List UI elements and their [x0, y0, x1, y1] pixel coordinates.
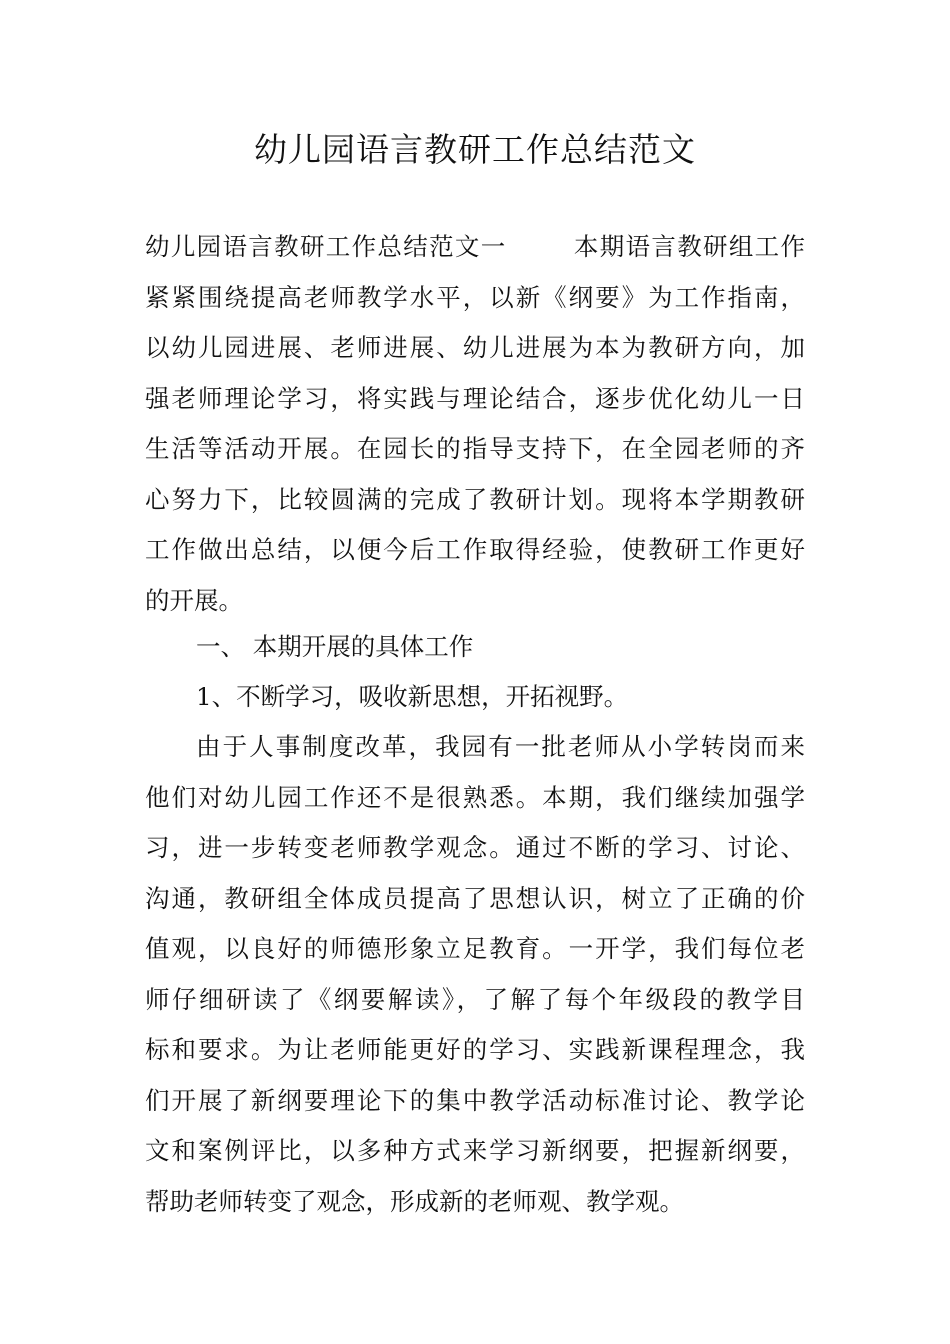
intro-line: 的开展。	[145, 585, 243, 615]
subsection-heading: 1、不断学习，吸收新思想，开拓视野。	[196, 682, 629, 711]
paragraph-line: 值观，以良好的师德形象立足教育。一开学，我们每位老	[145, 934, 805, 963]
paragraph-line: 帮助老师转变了观念，形成新的老师观、教学观。	[145, 1186, 684, 1216]
intro-line: 紧紧围绕提高老师教学水平，以新《纲要》为工作指南，	[145, 282, 805, 312]
intro-line: 心努力下，比较圆满的完成了教研计划。现将本学期教研	[145, 484, 805, 514]
intro-line-text: 本期语言教研组工作	[572, 232, 806, 261]
intro-line	[145, 222, 805, 273]
intro-line: 强老师理论学习，将实践与理论结合，逐步优化幼儿一日	[145, 383, 805, 413]
intro-heading-text: 幼儿园语言教研工作总结范文一	[145, 232, 507, 261]
paragraph-line: 他们对幼儿园工作还不是很熟悉。本期，我们继续加强学	[145, 782, 805, 812]
paragraph-line: 由于人事制度改革，我园有一批老师从小学转岗而来	[196, 732, 805, 761]
intro-paragraph	[145, 222, 805, 626]
paragraph-line: 标和要求。为让老师能更好的学习、实践新课程理念，我	[145, 1035, 805, 1064]
paragraph-line: 师仔细研读了《纲要解读》，了解了每个年级段的教学目	[145, 984, 805, 1014]
body-paragraph	[145, 722, 805, 1227]
intro-line: 工作做出总结，以便今后工作取得经验，使教研工作更好	[145, 535, 805, 564]
section-heading: 一、 本期开展的具体工作	[196, 632, 474, 661]
document-title: 幼儿园语言教研工作总结范文	[254, 130, 696, 169]
paragraph-line: 习，进一步转变老师教学观念。通过不断的学习、讨论、	[145, 833, 805, 862]
intro-line: 以幼儿园进展、老师进展、幼儿进展为本为教研方向，加	[145, 333, 805, 362]
paragraph-line: 们开展了新纲要理论下的集中教学活动标准讨论、教学论	[145, 1085, 805, 1115]
paragraph-line: 文和案例评比，以多种方式来学习新纲要，把握新纲要，	[145, 1136, 805, 1165]
intro-line: 生活等活动开展。在园长的指导支持下，在全园老师的齐	[145, 434, 805, 463]
paragraph-line: 沟通，教研组全体成员提高了思想认识，树立了正确的价	[145, 883, 805, 913]
